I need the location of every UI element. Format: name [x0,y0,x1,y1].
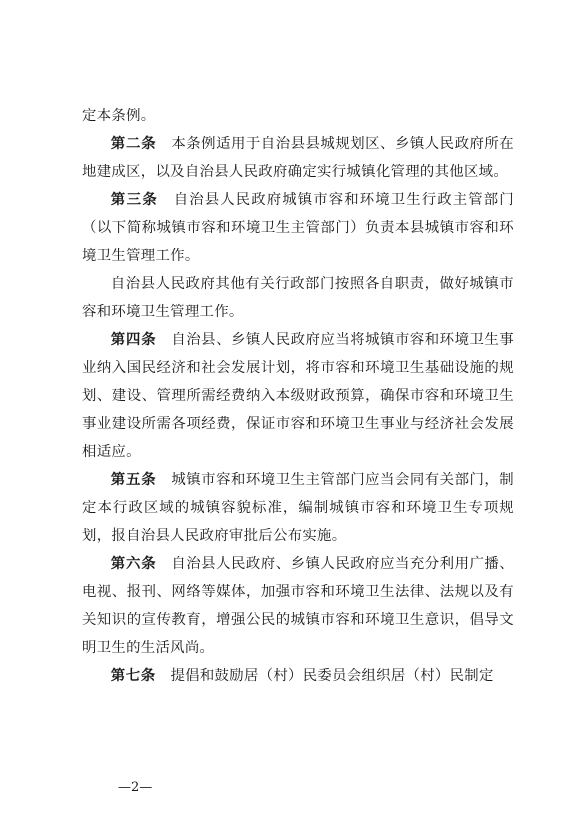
paragraph-text: 本条例适用于自治县县城规划区、乡镇人民政府所在地建成区，以及自治县人民政府确定实行城镇化管理的其他区域。 [82,136,514,180]
article-6-paragraph [82,550,514,662]
paragraph-text: 自治县人民政府其他有关行政部门按照各自职责，做好城镇市容和环境卫生管理工作。 [82,276,514,320]
document-body [82,102,514,690]
article-3-sub-paragraph [82,270,514,326]
article-3-paragraph [82,186,514,270]
page-number: —2— [118,780,153,795]
article-number: 第六条 [110,556,157,572]
paragraph-text: 定本条例。 [82,108,156,124]
article-number: 第五条 [110,472,157,488]
paragraph-text: 自治县人民政府、乡镇人民政府应当充分利用广播、电视、报刊、网络等媒体，加强市容和环境卫生法律、法规以及有关知识的宣传教育，增强公民的城镇市容和环境卫生意识，倡导文明卫生的生活风尚。 [82,556,514,656]
article-7-paragraph [82,662,514,690]
paragraph-text: 自治县人民政府城镇市容和环境卫生行政主管部门（以下简称城镇市容和环境卫生主管部门）负责本县城镇市容和环境卫生管理工作。 [82,192,514,264]
article-4-paragraph [82,326,514,466]
article-number: 第七条 [110,668,156,684]
article-number: 第三条 [110,192,159,208]
paragraph-text: 自治县、乡镇人民政府应当将城镇市容和环境卫生事业纳入国民经济和社会发展计划，将市容和环境卫生基础设施的规划、建设、管理所需经费纳入本级财政预算，确保市容和环境卫生事业建设所需各项经费，保证市容和环境卫生事业与经济社会发展相适应。 [82,332,514,460]
article-5-paragraph [82,466,514,550]
article-2-paragraph [82,130,514,186]
article-number: 第二条 [110,136,157,152]
paragraph-continuation [82,102,514,130]
paragraph-text: 提倡和鼓励居（村）民委员会组织居（村）民制定 [170,668,494,684]
article-number: 第四条 [110,332,157,348]
paragraph-text: 城镇市容和环境卫生主管部门应当会同有关部门，制定本行政区域的城镇容貌标准，编制城镇市容和环境卫生专项规划，报自治县人民政府审批后公布实施。 [82,472,514,544]
